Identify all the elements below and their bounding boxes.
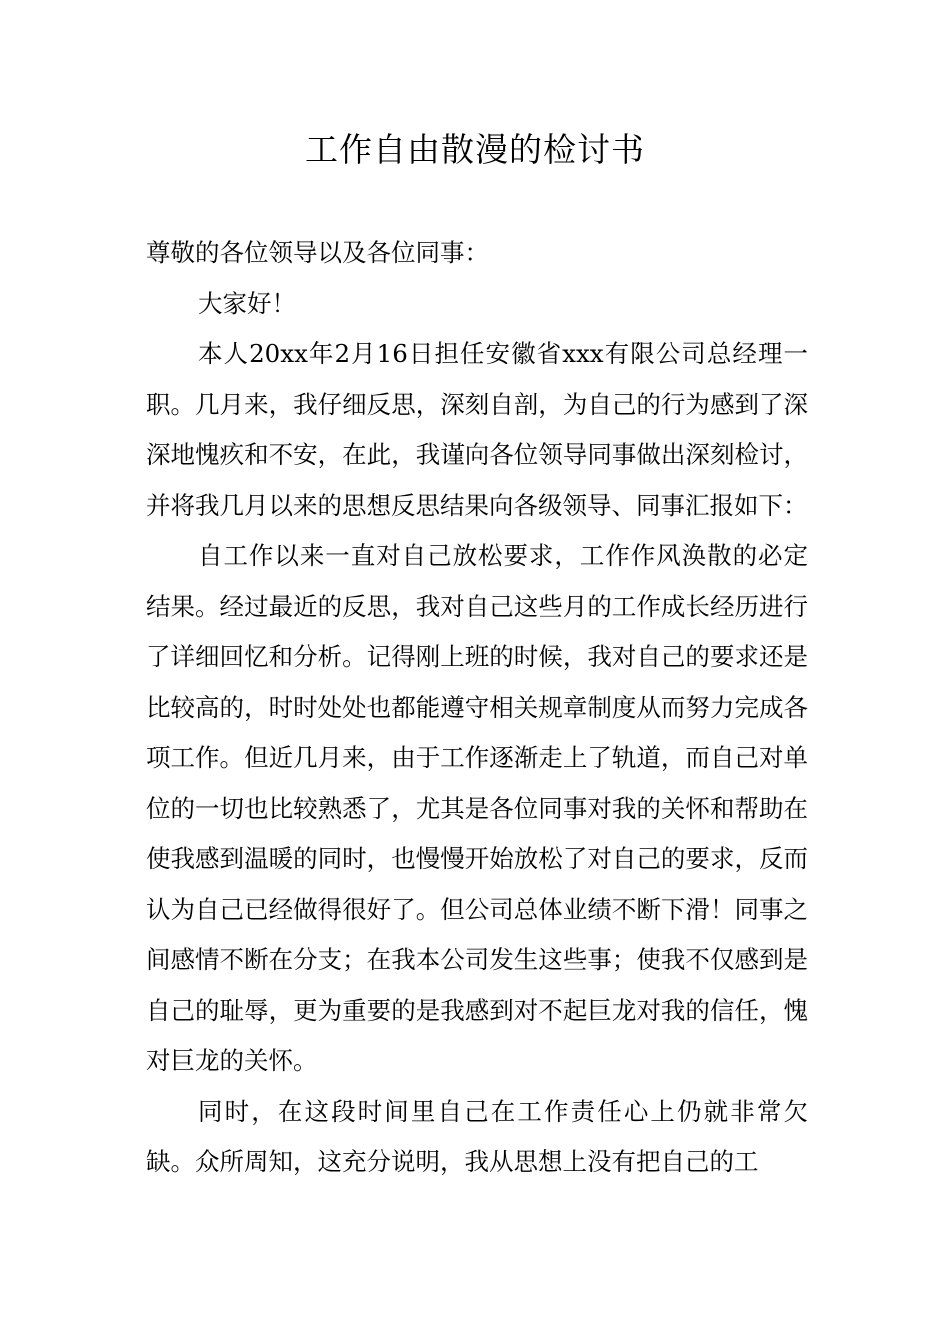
paragraph-reflection: 自工作以来一直对自己放松要求，工作作风涣散的必定结果。经过最近的反思，我对自己这些月的工作成长经历进行了详细回忆和分析。记得刚上班的时候，我对自己的要求还是比较高的，时时处处也都能遵守相关规章制度从而努力完成各项工作。但近几月来，由于工作逐渐走上了轨道，而自己对单位的一切也比较熟悉了，尤其是各位同事对我的关怀和帮助在使我感到温暖的同时，也慢慢开始放松了对自己的要求，反而认为自己已经做得很好了。但公司总体业绩不断下滑！同事之间感情不断在分支；在我本公司发生这些事；使我不仅感到是自己的耻辱，更为重要的是我感到对不起巨龙对我的信任，愧对巨龙的关怀。 bbox=[146, 541, 808, 1075]
salutation: 尊敬的各位领导以及各位同事： bbox=[146, 238, 489, 267]
document-body bbox=[146, 228, 808, 1188]
paragraph-responsibility: 同时，在这段时间里自己在工作责任心上仍就非常欠缺。众所周知，这充分说明，我从思想上没有把自己的工 bbox=[146, 1096, 808, 1176]
paragraph-appointment: 本人20xx年2月16日担任安徽省xxx有限公司总经理一职。几月来，我仔细反思，深刻自剖，为自己的行为感到了深深地愧疚和不安，在此，我谨向各位领导同事做出深刻检讨，并将我几月以来的思想反思结果向各级领导、同事汇报如下： bbox=[146, 339, 808, 520]
greeting: 大家好！ bbox=[198, 288, 296, 318]
document-title: 工作自由散漫的检讨书 bbox=[305, 130, 645, 169]
